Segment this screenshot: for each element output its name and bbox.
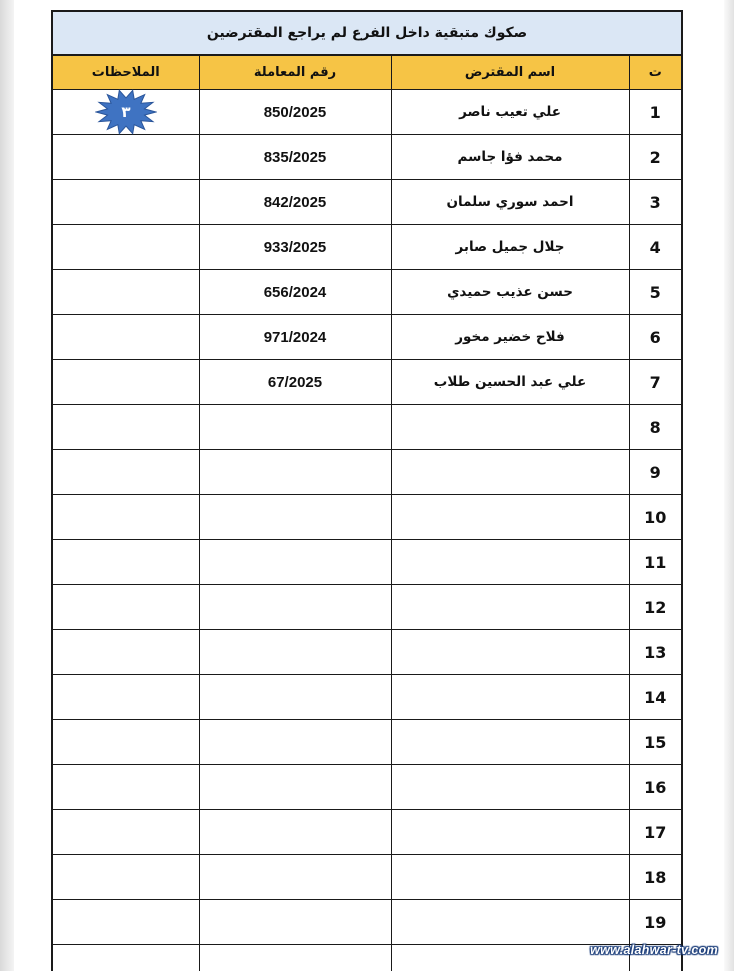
- header-index: ت: [629, 56, 681, 90]
- transaction-number-cell: 67/2025: [199, 360, 391, 405]
- row-index-cell: 14: [629, 675, 681, 720]
- borrower-name-cell: [391, 495, 629, 540]
- document-title: صكوك متبقية داخل الفرع لم يراجع المقترضين: [53, 12, 681, 56]
- transaction-number-cell: 850/2025: [199, 90, 391, 135]
- document-sheet: [51, 10, 683, 971]
- starburst-badge-icon: [95, 89, 157, 135]
- transaction-number-cell: [199, 540, 391, 585]
- transaction-number-cell: [199, 450, 391, 495]
- table-row: [53, 945, 681, 971]
- notes-cell: [53, 630, 199, 675]
- row-index-cell: 2: [629, 135, 681, 180]
- notes-cell: [53, 360, 199, 405]
- transaction-number-cell: 656/2024: [199, 270, 391, 315]
- table-row: [53, 90, 681, 135]
- row-index-cell: 15: [629, 720, 681, 765]
- site-watermark: www.alahwar-tv.com: [590, 943, 718, 957]
- table-row: [53, 495, 681, 540]
- notes-cell: [53, 810, 199, 855]
- table-header-row: [53, 56, 681, 90]
- table-row: [53, 360, 681, 405]
- notes-cell: [53, 225, 199, 270]
- row-index-cell: 9: [629, 450, 681, 495]
- notes-cell: [53, 270, 199, 315]
- table-row: [53, 180, 681, 225]
- notes-cell: [53, 315, 199, 360]
- table-row: [53, 450, 681, 495]
- row-index-cell: 11: [629, 540, 681, 585]
- notes-cell: [53, 540, 199, 585]
- row-index-cell: 6: [629, 315, 681, 360]
- notes-cell: [53, 450, 199, 495]
- table-row: [53, 900, 681, 945]
- badge-number: ٣: [121, 103, 131, 121]
- header-notes: الملاحظات: [53, 56, 199, 90]
- borrower-name-cell: [391, 765, 629, 810]
- table-row: [53, 270, 681, 315]
- row-index-cell: 18: [629, 855, 681, 900]
- borrower-name-cell: علي تعيب ناصر: [391, 90, 629, 135]
- row-index-cell: 17: [629, 810, 681, 855]
- row-index-cell: 3: [629, 180, 681, 225]
- table-row: [53, 630, 681, 675]
- notes-cell: [53, 945, 199, 971]
- borrower-name-cell: [391, 630, 629, 675]
- borrower-name-cell: احمد سوري سلمان: [391, 180, 629, 225]
- transaction-number-cell: 835/2025: [199, 135, 391, 180]
- transaction-number-cell: 842/2025: [199, 180, 391, 225]
- table-row: [53, 405, 681, 450]
- transaction-number-cell: [199, 495, 391, 540]
- borrower-name-cell: [391, 720, 629, 765]
- borrower-name-cell: حسن عذيب حميدي: [391, 270, 629, 315]
- notes-cell: [53, 720, 199, 765]
- notes-cell: [53, 900, 199, 945]
- borrower-name-cell: فلاح خضير مخور: [391, 315, 629, 360]
- row-index-cell: 10: [629, 495, 681, 540]
- row-index-cell: 7: [629, 360, 681, 405]
- borrower-name-cell: [391, 675, 629, 720]
- notes-cell: [53, 90, 199, 135]
- transaction-number-cell: 933/2025: [199, 225, 391, 270]
- row-index-cell: 12: [629, 585, 681, 630]
- transaction-number-cell: [199, 810, 391, 855]
- header-borrower-name: اسم المقترض: [391, 56, 629, 90]
- transaction-number-cell: [199, 945, 391, 971]
- row-index-cell: 1: [629, 90, 681, 135]
- transaction-number-cell: [199, 585, 391, 630]
- notes-cell: [53, 585, 199, 630]
- left-photo-edge: [0, 0, 14, 971]
- right-photo-edge: [724, 0, 734, 971]
- notes-cell: [53, 495, 199, 540]
- row-index-cell: 8: [629, 405, 681, 450]
- table-row: [53, 540, 681, 585]
- borrower-name-cell: [391, 810, 629, 855]
- header-transaction-number: رقم المعاملة: [199, 56, 391, 90]
- transaction-number-cell: [199, 720, 391, 765]
- transaction-number-cell: [199, 900, 391, 945]
- table-row: [53, 810, 681, 855]
- table-row: [53, 225, 681, 270]
- notes-cell: [53, 180, 199, 225]
- borrower-name-cell: علي عبد الحسين طلاب: [391, 360, 629, 405]
- borrower-name-cell: [391, 450, 629, 495]
- borrower-name-cell: [391, 855, 629, 900]
- table-row: [53, 585, 681, 630]
- transaction-number-cell: [199, 630, 391, 675]
- borrower-name-cell: [391, 540, 629, 585]
- row-index-cell: 19: [629, 900, 681, 945]
- transaction-number-cell: 971/2024: [199, 315, 391, 360]
- table-row: [53, 135, 681, 180]
- borrower-name-cell: جلال جميل صابر: [391, 225, 629, 270]
- notes-cell: [53, 675, 199, 720]
- notes-cell: [53, 855, 199, 900]
- row-index-cell: 4: [629, 225, 681, 270]
- notes-cell: [53, 765, 199, 810]
- row-index-cell: 13: [629, 630, 681, 675]
- transaction-number-cell: [199, 675, 391, 720]
- table-row: [53, 315, 681, 360]
- table-row: [53, 765, 681, 810]
- borrower-name-cell: [391, 405, 629, 450]
- borrowers-table: [53, 56, 681, 971]
- borrower-name-cell: [391, 900, 629, 945]
- row-index-cell: 16: [629, 765, 681, 810]
- transaction-number-cell: [199, 855, 391, 900]
- row-index-cell: 5: [629, 270, 681, 315]
- borrower-name-cell: محمد فؤا جاسم: [391, 135, 629, 180]
- notes-cell: [53, 405, 199, 450]
- transaction-number-cell: [199, 405, 391, 450]
- notes-cell: [53, 135, 199, 180]
- table-row: [53, 855, 681, 900]
- transaction-number-cell: [199, 765, 391, 810]
- borrower-name-cell: [391, 585, 629, 630]
- table-row: [53, 720, 681, 765]
- table-row: [53, 675, 681, 720]
